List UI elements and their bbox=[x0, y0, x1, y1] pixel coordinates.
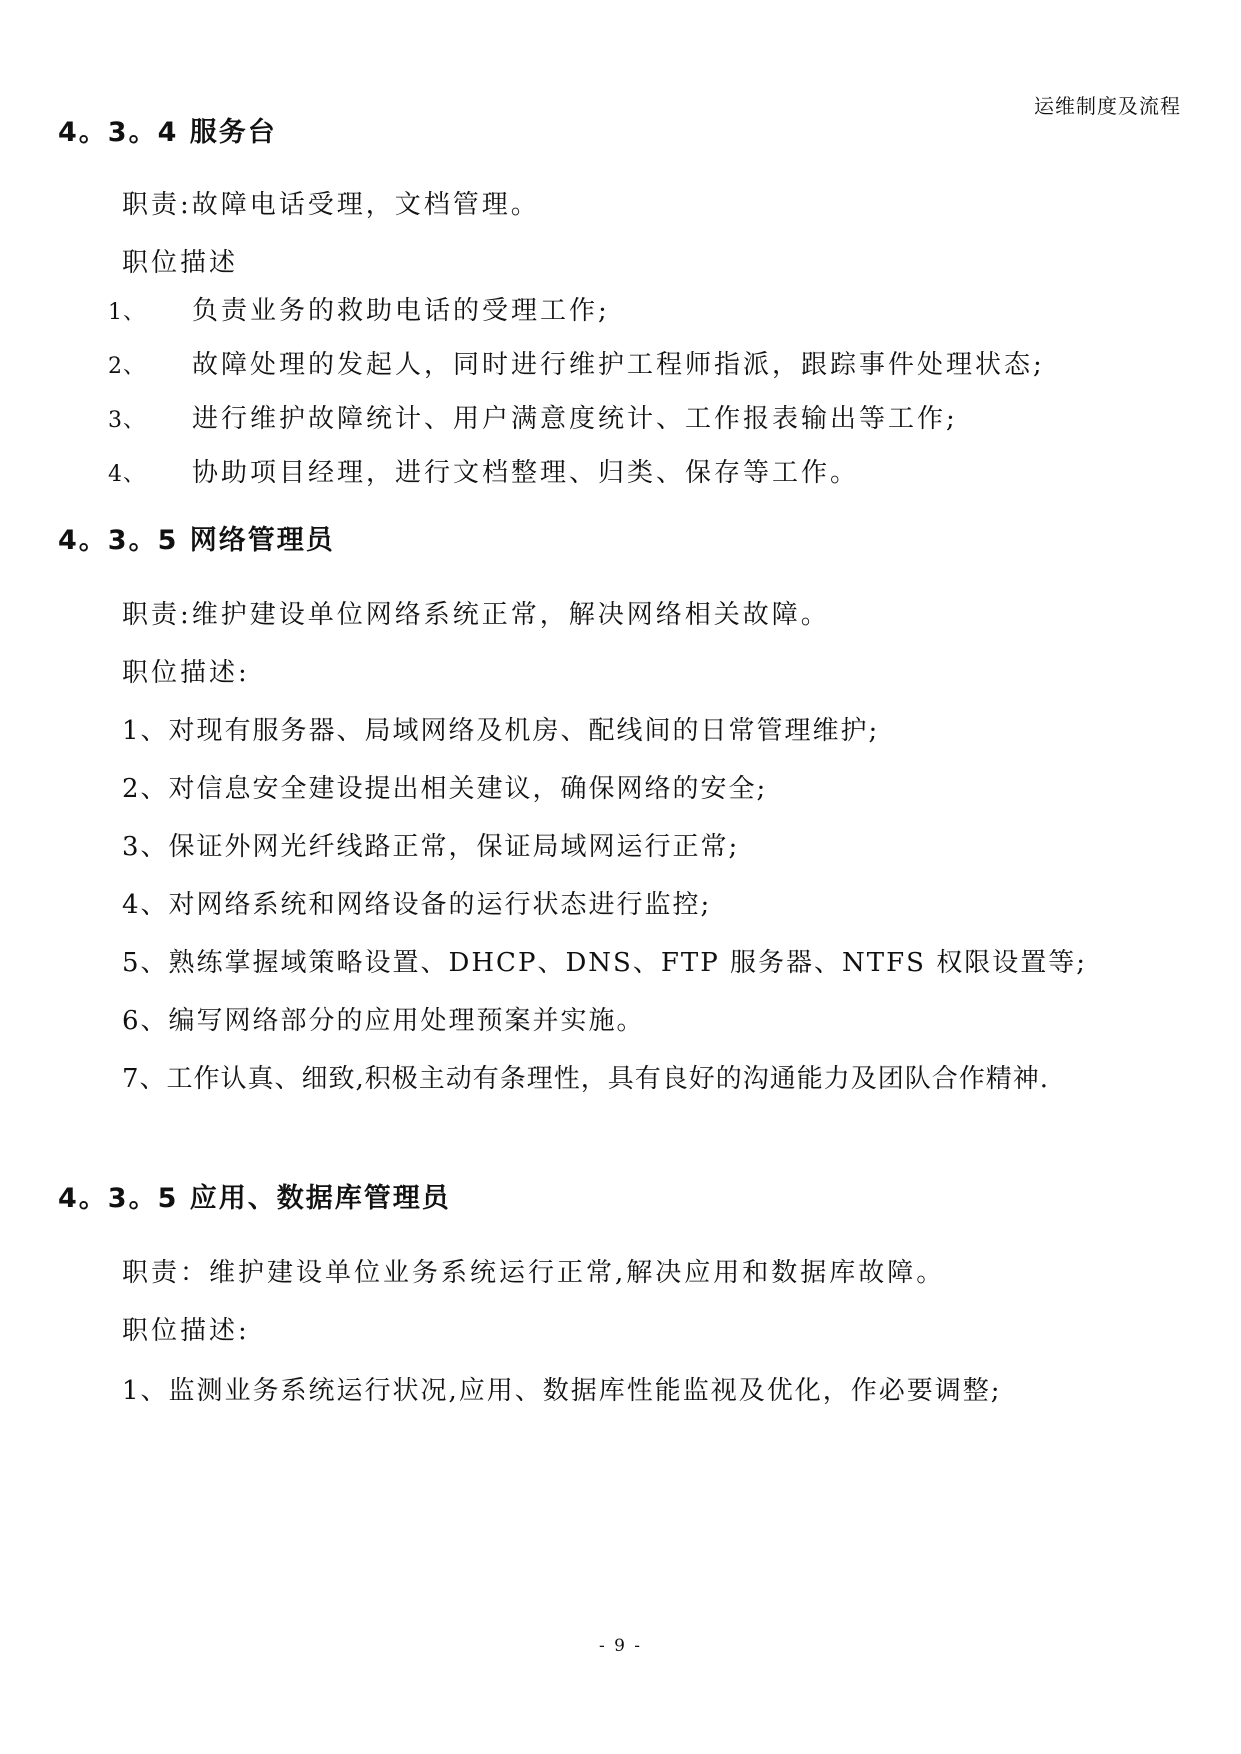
section-heading-network-admin: 4。3。5 网络管理员 bbox=[58, 525, 335, 556]
service-desk-item bbox=[108, 452, 859, 489]
network-admin-item: 5、熟练掌握域策略设置、DHCP、DNS、FTP 服务器、NTFS 权限设置等; bbox=[122, 948, 1087, 978]
item-number: 1、 bbox=[108, 300, 146, 325]
item-number: 2、 bbox=[108, 354, 146, 379]
section-heading-service-desk: 4。3。4 服务台 bbox=[58, 117, 277, 148]
item-text: 协助项目经理，进行文档整理、归类、保存等工作。 bbox=[192, 458, 860, 488]
item-text: 故障处理的发起人，同时进行维护工程师指派，跟踪事件处理状态; bbox=[192, 350, 1045, 380]
item-text: 负责业务的救助电话的受理工作; bbox=[192, 296, 610, 326]
service-desk-item bbox=[108, 290, 610, 327]
service-desk-item bbox=[108, 398, 958, 435]
network-admin-item: 3、保证外网光纤线路正常，保证局域网运行正常; bbox=[122, 832, 740, 862]
network-admin-item: 1、对现有服务器、局域网络及机房、配线间的日常管理维护; bbox=[122, 716, 880, 746]
network-admin-item: 2、对信息安全建设提出相关建议，确保网络的安全; bbox=[122, 774, 768, 804]
app-db-admin-duty: 职责：维护建设单位业务系统运行正常,解决应用和数据库故障。 bbox=[122, 1258, 946, 1288]
item-text: 进行维护故障统计、用户满意度统计、工作报表输出等工作; bbox=[192, 404, 958, 434]
network-admin-item: 7、工作认真、细致,积极主动有条理性，具有良好的沟通能力及团队合作精神. bbox=[122, 1064, 1050, 1094]
service-desk-item bbox=[108, 344, 1045, 381]
network-admin-item: 6、编写网络部分的应用处理预案并实施。 bbox=[122, 1006, 645, 1036]
network-admin-item: 4、对网络系统和网络设备的运行状态进行监控; bbox=[122, 890, 712, 920]
section-heading-app-db-admin: 4。3。5 应用、数据库管理员 bbox=[58, 1183, 451, 1214]
page-header-title: 运维制度及流程 bbox=[1034, 94, 1181, 118]
network-admin-desc-label: 职位描述: bbox=[122, 658, 250, 688]
app-db-admin-desc-label: 职位描述: bbox=[122, 1316, 250, 1346]
page-number: - 9 - bbox=[598, 1636, 643, 1656]
app-db-admin-item: 1、监测业务系统运行状况,应用、数据库性能监视及优化，作必要调整; bbox=[122, 1376, 1002, 1406]
network-admin-duty: 职责:维护建设单位网络系统正常，解决网络相关故障。 bbox=[122, 600, 830, 630]
service-desk-desc-label: 职位描述 bbox=[122, 248, 239, 278]
item-number: 4、 bbox=[108, 462, 146, 487]
service-desk-duty: 职责:故障电话受理，文档管理。 bbox=[122, 190, 540, 220]
item-number: 3、 bbox=[108, 408, 146, 433]
